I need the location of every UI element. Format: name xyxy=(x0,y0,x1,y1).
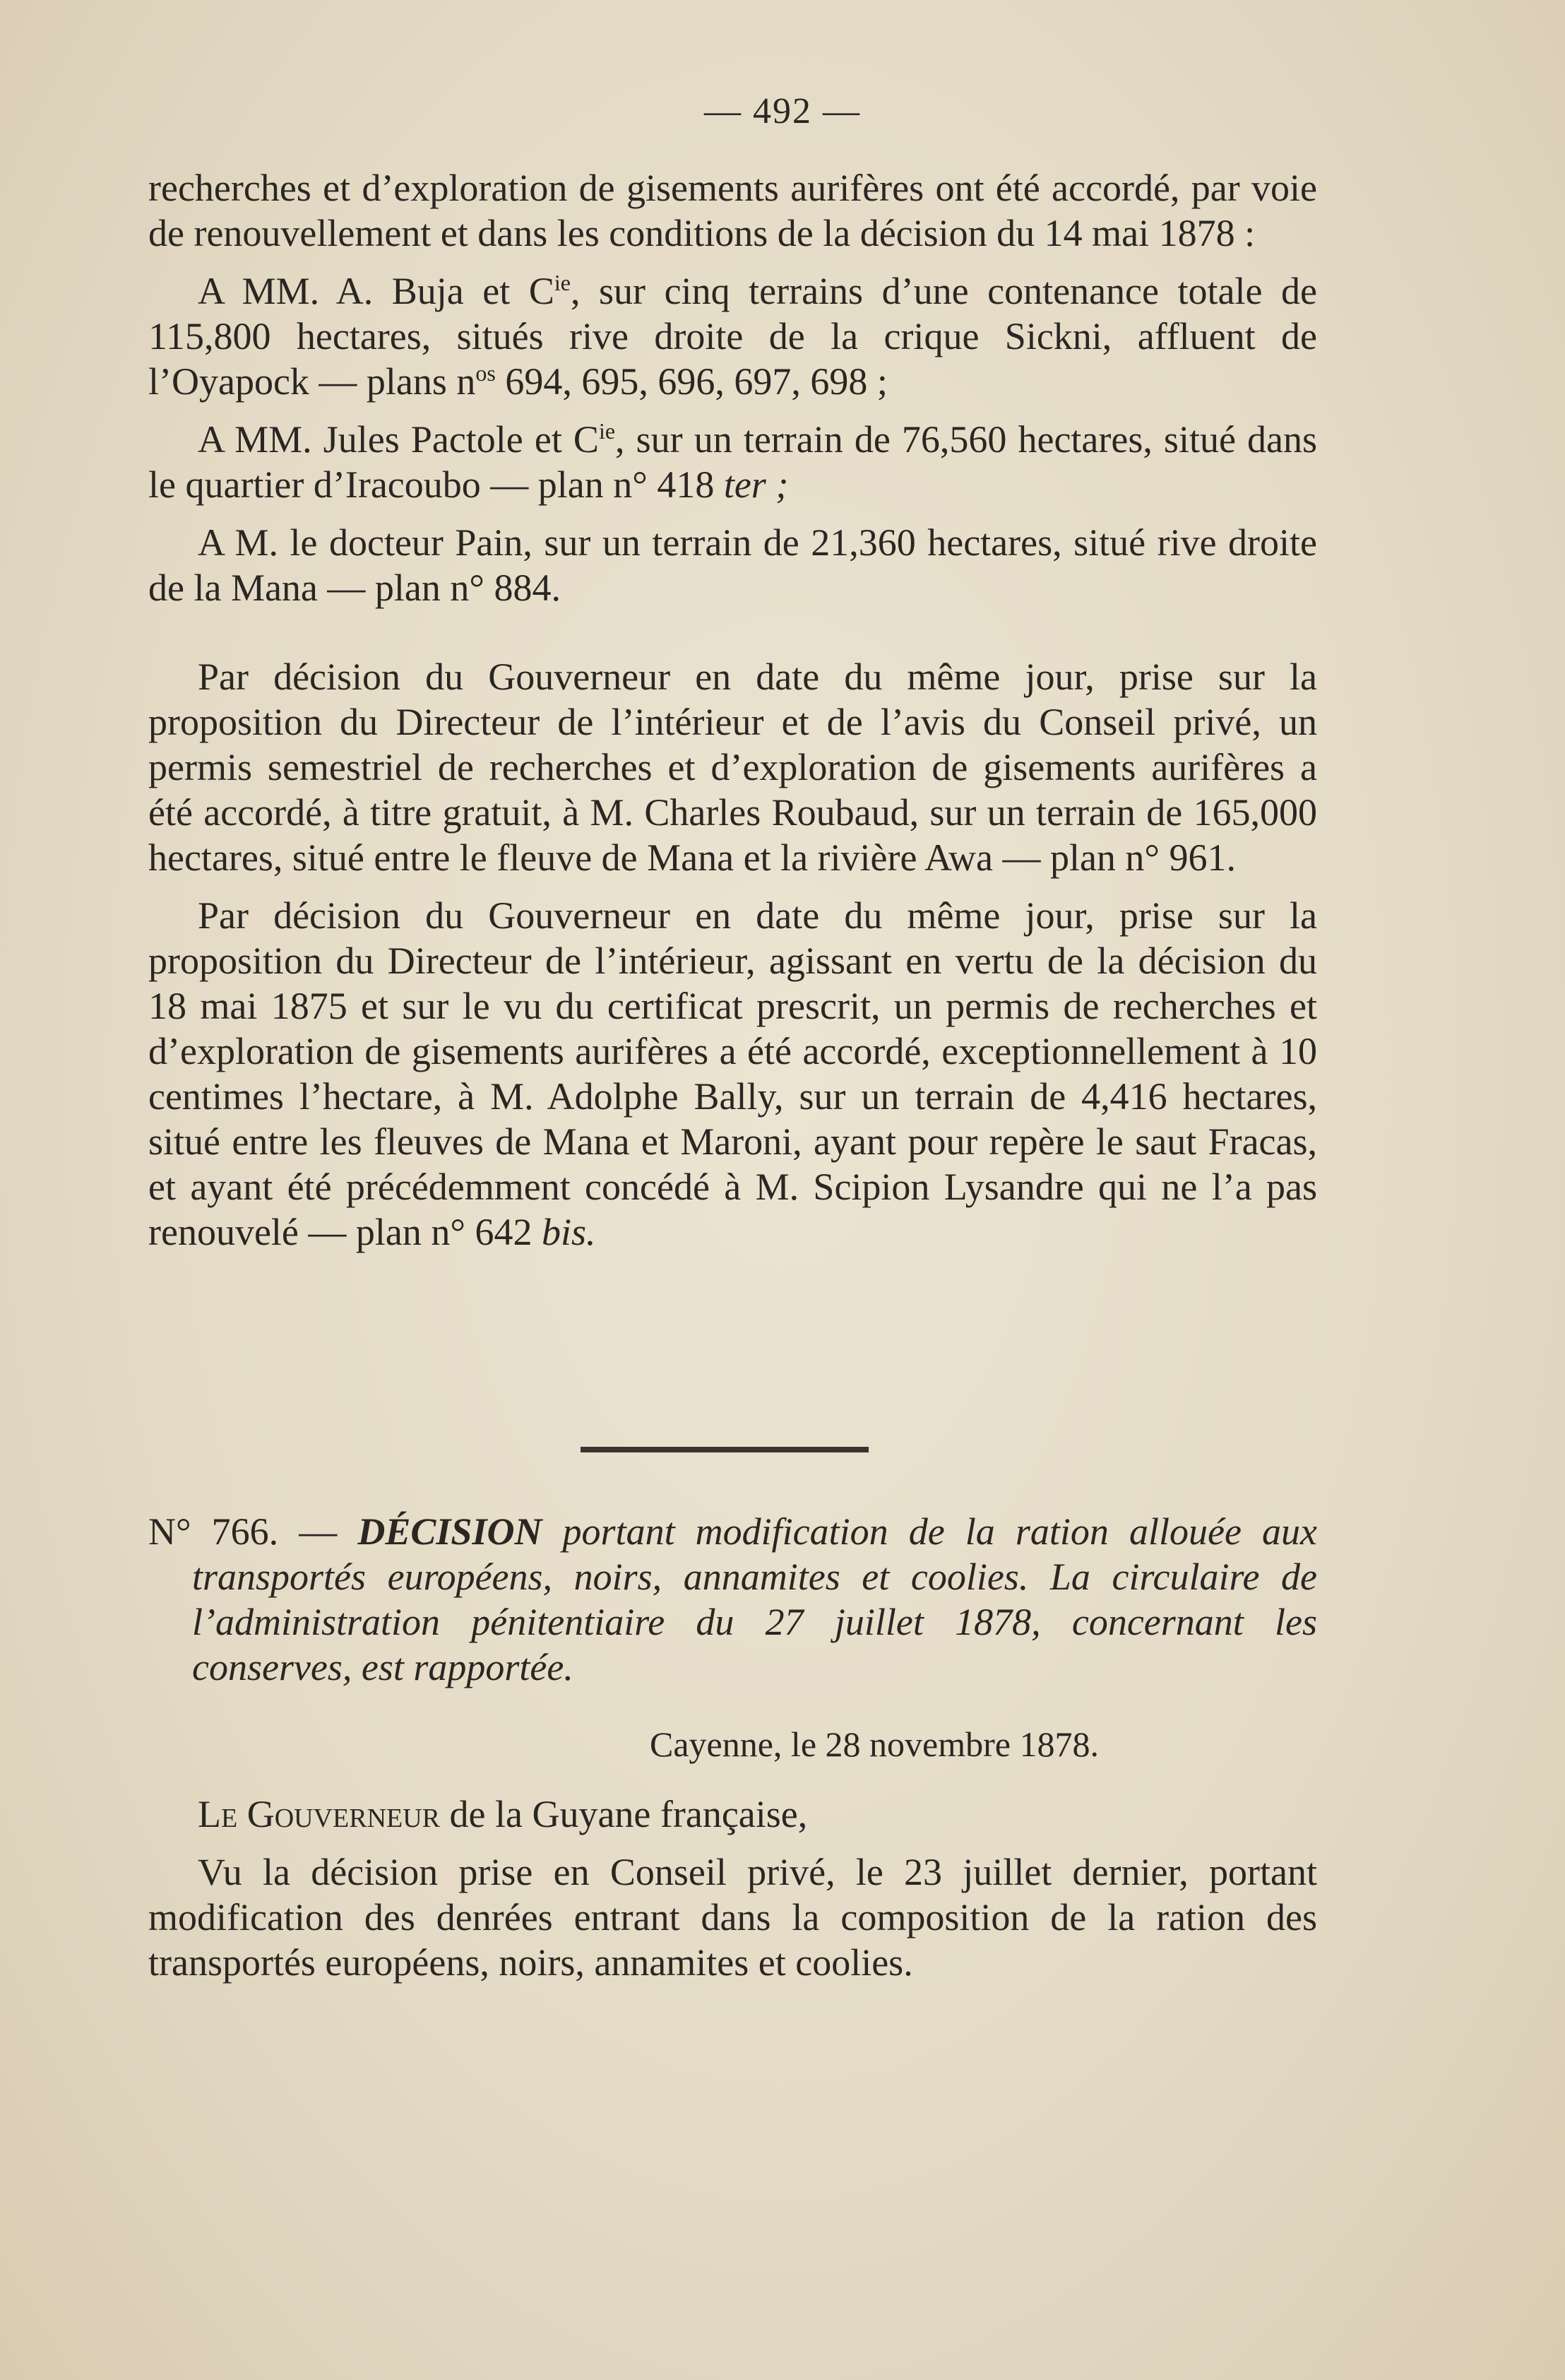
lower-text-block xyxy=(148,1792,1317,1998)
grant-buja-end: 694, 695, 696, 697, 698 ; xyxy=(495,360,888,403)
decision-heading-text: portant modification de la ration allouée aux transportés européens, noirs, annamites et coolies. La circulaire de l’administration pénitentiaire du 27 juillet 1878, concernant les conserves, est rapportée. xyxy=(192,1510,1318,1688)
decision-heading xyxy=(148,1509,1317,1690)
grant-pactole-text: , sur un terrain de 76,560 hectares, situé dans le quartier d’Iracoubo — plan n° 418 xyxy=(148,418,1318,506)
grant-buja-start: A MM. A. Buja et C xyxy=(198,270,554,312)
governor-rest: de la Guyane française, xyxy=(440,1793,808,1835)
paragraph-bally-italic: bis. xyxy=(541,1211,596,1253)
continued-paragraph: recherches et d’exploration de gisements aurifères ont été accordé, par voie de renouvellement et dans les conditions de la décision du 14 mai 1878 : xyxy=(148,167,1317,254)
page-number: — 492 — xyxy=(704,91,861,131)
grant-pactole-italic: ter ; xyxy=(723,463,789,506)
grant-pain: A M. le docteur Pain, sur un terrain de 21,360 hectares, situé rive droite de la Mana — plan n° 884. xyxy=(148,521,1317,609)
governor-line xyxy=(148,1792,1317,1837)
grant-pactole xyxy=(148,417,1317,507)
grant-buja-text: , sur cinq terrains d’une contenance totale de 115,800 hectares, situés rive droite de la crique Sickni, affluent de l’Oyapock — plans n xyxy=(148,270,1318,403)
spacer xyxy=(148,623,1317,654)
grant-pactole-start: A MM. Jules Pactole et C xyxy=(198,418,599,461)
considerant-paragraph: Vu la décision prise en Conseil privé, le 23 juillet dernier, portant modification des denrées entrant dans la composition de la ration des transportés européens, noirs, annamites et coolies. xyxy=(148,1851,1317,1984)
dateline: Cayenne, le 28 novembre 1878. xyxy=(650,1724,1099,1764)
governor-smallcaps: Le Gouverneur xyxy=(198,1793,441,1835)
grant-pactole-sup: ie xyxy=(598,418,616,444)
grant-buja-sup: ie xyxy=(554,270,571,295)
paragraph-bally-text: Par décision du Gouverneur en date du même jour, prise sur la proposition du Directeur de l’intérieur, agissant en vertu de la décision du 18 mai 1875 et sur le vu du certificat prescrit, un permis de recherches et d’exploration de gisements aurifères a été accordé, exceptionnellement à 10 centimes l’hectare, à M. Adolphe Bally, sur un terrain de 4,416 hectares, situé entre les fleuves de Mana et Maroni, ayant pour repère le saut Fracas, et ayant été précédemment concédé à M. Scipion Lysandre qui ne l’a pas renouvelé — plan n° 642 xyxy=(148,894,1317,1253)
paragraph-roubaud: Par décision du Gouverneur en date du même jour, prise sur la proposition du Directeur de l’intérieur et de l’avis du Conseil privé, un permis semestriel de recherches et d’exploration de gisements aurifères a été accordé, à titre gratuit, à M. Charles Roubaud, sur un terrain de 165,000 hectares, situé entre le fleuve de Mana et la rivière Awa — plan n° 961. xyxy=(148,656,1317,879)
upper-text-block xyxy=(148,165,1317,1267)
grant-buja-sup2: os xyxy=(475,360,496,386)
decision-title-word: DÉCISION xyxy=(357,1510,542,1553)
paragraph-bally xyxy=(148,893,1317,1255)
grant-buja xyxy=(148,268,1317,404)
section-divider xyxy=(581,1447,869,1452)
decision-number: N° 766. — xyxy=(148,1510,358,1553)
